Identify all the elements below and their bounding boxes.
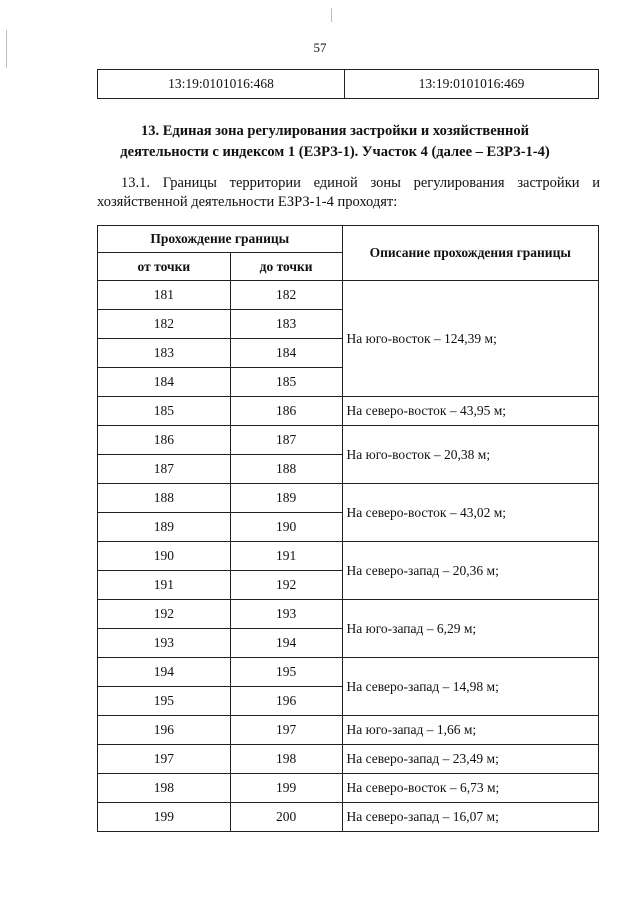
section-heading-line: деятельности с индексом 1 (ЕЗРЗ-1). Участок 4 (далее – ЕЗРЗ-1-4) (120, 144, 550, 160)
description-cell: На северо-запад – 23,49 м; (342, 745, 599, 774)
header-passage: Прохождение границы (98, 226, 343, 253)
description-cell: На юго-восток – 20,38 м; (342, 426, 599, 484)
table-row (98, 745, 599, 774)
to-point-cell: 190 (230, 513, 342, 542)
to-point-cell: 188 (230, 455, 342, 484)
table-row (98, 716, 599, 745)
to-point-cell: 191 (230, 542, 342, 571)
table-row (98, 803, 599, 832)
from-point-cell: 199 (98, 803, 231, 832)
from-point-cell: 197 (98, 745, 231, 774)
from-point-cell: 192 (98, 600, 231, 629)
table-row (98, 70, 599, 99)
to-point-cell: 184 (230, 339, 342, 368)
to-point-cell: 200 (230, 803, 342, 832)
description-cell: На северо-запад – 20,36 м; (342, 542, 599, 600)
from-point-cell: 190 (98, 542, 231, 571)
from-point-cell: 193 (98, 629, 231, 658)
description-cell: На юго-запад – 6,29 м; (342, 600, 599, 658)
to-point-cell: 182 (230, 281, 342, 310)
from-point-cell: 189 (98, 513, 231, 542)
header-description: Описание прохождения границы (342, 226, 599, 281)
to-point-cell: 192 (230, 571, 342, 600)
from-point-cell: 181 (98, 281, 231, 310)
to-point-cell: 199 (230, 774, 342, 803)
table-header-row (98, 226, 599, 253)
to-point-cell: 193 (230, 600, 342, 629)
section-heading-line: 13. Единая зона регулирования застройки и хозяйственной (141, 123, 529, 139)
table-row (98, 774, 599, 803)
cadastral-table (97, 69, 599, 99)
from-point-cell: 196 (98, 716, 231, 745)
table-row (98, 600, 599, 629)
to-point-cell: 189 (230, 484, 342, 513)
page-number: 57 (313, 40, 327, 55)
to-point-cell: 194 (230, 629, 342, 658)
to-point-cell: 198 (230, 745, 342, 774)
table-row (98, 397, 599, 426)
from-point-cell: 188 (98, 484, 231, 513)
boundary-table (97, 225, 599, 832)
scan-edge-mark (331, 8, 332, 22)
from-point-cell: 198 (98, 774, 231, 803)
description-cell: На северо-восток – 43,02 м; (342, 484, 599, 542)
from-point-cell: 194 (98, 658, 231, 687)
from-point-cell: 182 (98, 310, 231, 339)
intro-paragraph: 13.1. Границы территории единой зоны регулирования застройки и хозяйственной деятельности ЕЗРЗ-1-4 проходят: (97, 175, 600, 210)
description-cell: На северо-восток – 6,73 м; (342, 774, 599, 803)
description-cell: На юго-восток – 124,39 м; (342, 281, 599, 397)
from-point-cell: 187 (98, 455, 231, 484)
to-point-cell: 187 (230, 426, 342, 455)
from-point-cell: 186 (98, 426, 231, 455)
from-point-cell: 195 (98, 687, 231, 716)
table-row (98, 281, 599, 310)
to-point-cell: 197 (230, 716, 342, 745)
to-point-cell: 186 (230, 397, 342, 426)
table-row (98, 484, 599, 513)
from-point-cell: 184 (98, 368, 231, 397)
table-row (98, 542, 599, 571)
to-point-cell: 185 (230, 368, 342, 397)
to-point-cell: 195 (230, 658, 342, 687)
from-point-cell: 183 (98, 339, 231, 368)
from-point-cell: 191 (98, 571, 231, 600)
from-point-cell: 185 (98, 397, 231, 426)
cadastral-number: 13:19:0101016:469 (345, 70, 599, 99)
cadastral-number: 13:19:0101016:468 (98, 70, 345, 99)
table-row (98, 426, 599, 455)
description-cell: На северо-запад – 14,98 м; (342, 658, 599, 716)
description-cell: На северо-запад – 16,07 м; (342, 803, 599, 832)
header-to-point: до точки (230, 253, 342, 281)
description-cell: На северо-восток – 43,95 м; (342, 397, 599, 426)
boundary-table-body (98, 281, 599, 832)
to-point-cell: 196 (230, 687, 342, 716)
header-from-point: от точки (98, 253, 231, 281)
to-point-cell: 183 (230, 310, 342, 339)
table-row (98, 658, 599, 687)
section-heading (70, 121, 600, 163)
description-cell: На юго-запад – 1,66 м; (342, 716, 599, 745)
